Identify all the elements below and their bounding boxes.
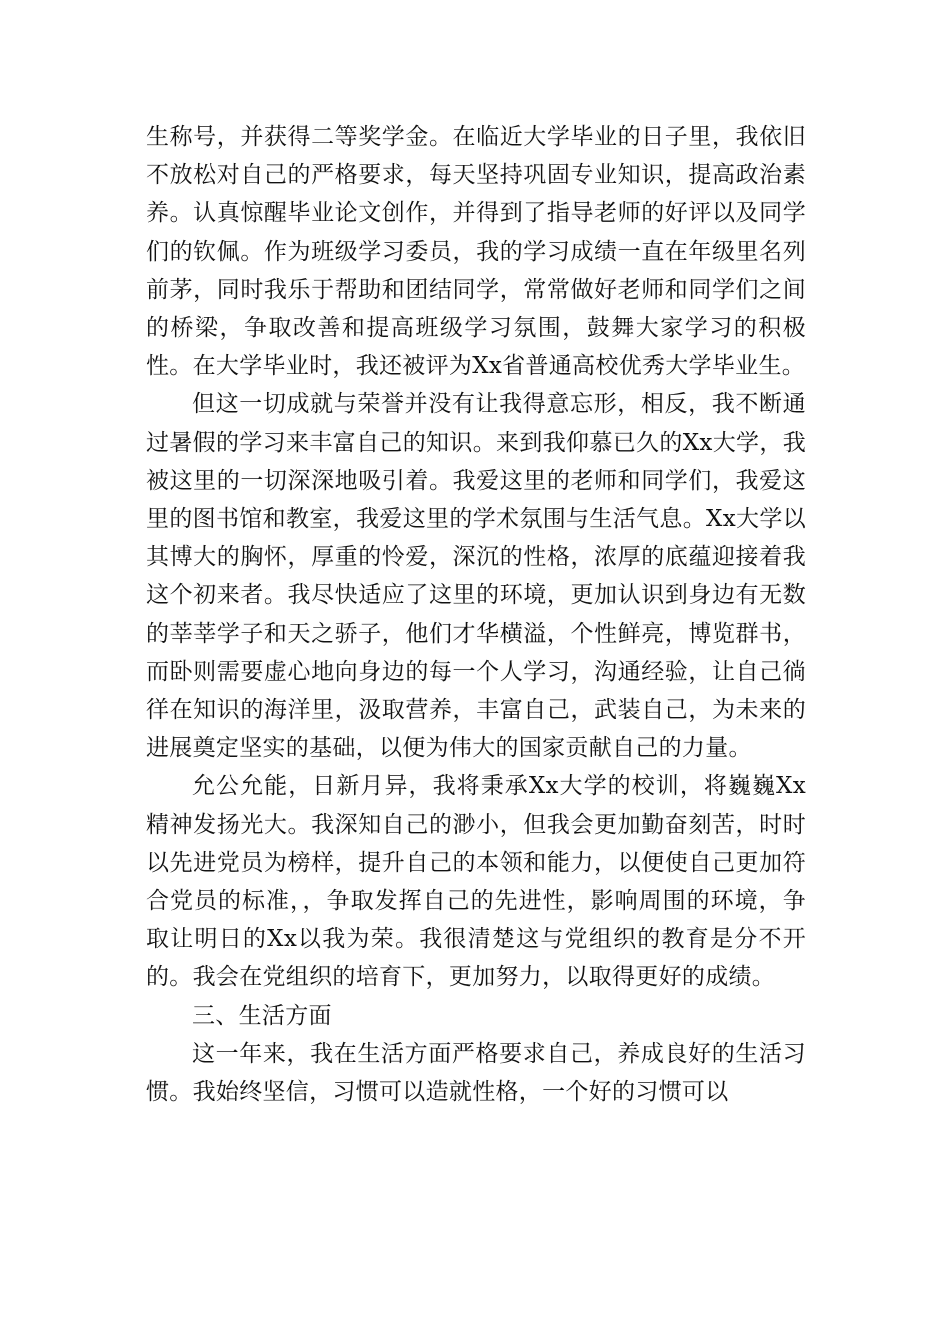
section-heading: 三、生活方面 [192, 1002, 332, 1029]
paragraph-school-motto: 允公允能，日新月异，我将秉承Xx大学的校训，将巍巍Xx精神发扬光大。我深知自己的渺小，但我会更加勤奋刻苦，时时以先进党员为榜样，提升自己的本领和能力，以便使自己更加符合党员的标准，，争取发挥自己的先进性，影响周围的环境，争取让明日的Xx以我为荣。我很清楚这与党组织的教育是分不开的。我会在党组织的培育下，更加努力，以取得更好的成绩。 [146, 773, 806, 991]
document-body [146, 118, 806, 1111]
paragraph-life: 这一年来，我在生活方面严格要求自己，养成良好的生活习惯。我始终坚信，习惯可以造就性格，一个好的习惯可以 [146, 1040, 806, 1106]
paragraph-continued: 生称号，并获得二等奖学金。在临近大学毕业的日子里，我依旧不放松对自己的严格要求，每天坚持巩固专业知识，提高政治素养。认真惊醒毕业论文创作，并得到了指导老师的好评以及同学们的钦佩。作为班级学习委员，我的学习成绩一直在年级里名列前茅，同时我乐于帮助和团结同学，常常做好老师和同学们之间的桥梁，争取改善和提高班级学习氛围，鼓舞大家学习的积极性。在大学毕业时，我还被评为Xx省普通高校优秀大学毕业生。 [146, 124, 806, 380]
paragraph-achievements: 但这一切成就与荣誉并没有让我得意忘形，相反，我不断通过暑假的学习来丰富自己的知识。来到我仰慕已久的Xx大学，我被这里的一切深深地吸引着。我爱这里的老师和同学们，我爱这里的图书馆和教室，我爱这里的学术氛围与生活气息。Xx大学以其博大的胸怀，厚重的怜爱，深沉的性格，浓厚的底蕴迎接着我这个初来者。我尽快适应了这里的环境，更加认识到身边有无数的莘莘学子和天之骄子，他们才华横溢，个性鲜亮，博览群书，而卧则需要虚心地向身边的每一个人学习，沟通经验，让自己徜徉在知识的海洋里，汲取营养，丰富自己，武装自己，为未来的进展奠定坚实的基础，以便为伟大的国家贡献自己的力量。 [146, 391, 806, 762]
